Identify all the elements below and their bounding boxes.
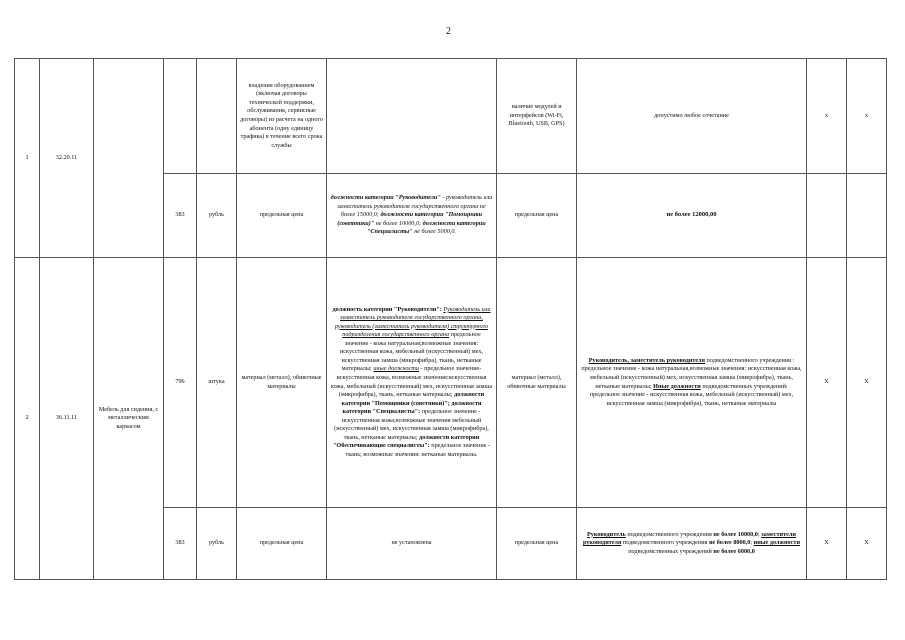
- unit-name: рубль: [197, 508, 237, 580]
- req-label: должности категории "Обеспечивающие специалисты":: [332, 433, 480, 450]
- x-cell: x: [847, 59, 887, 174]
- val-amount: не более 10000,0: [713, 530, 758, 538]
- req-text: не более 10000,0;: [374, 219, 422, 227]
- value-cell: не более 12000,00: [577, 174, 807, 258]
- okpd-code: 32.20.11: [40, 59, 94, 258]
- val-label: Иные должности: [653, 382, 701, 390]
- req-italic: иные должности: [373, 365, 419, 373]
- value-cell: допустимо любое сочетание: [577, 59, 807, 174]
- req-text: не более 5000,0.: [412, 228, 456, 236]
- req-underlined: Руководитель или заместитель руководителя государственного органа, руководитель (заместитель руководителя) структурного подразделения государственного органа: [334, 305, 491, 339]
- okei-code: 383: [164, 174, 197, 258]
- val-text: подведомственного учреждения : предельное значение - кожа натуральная,возможные значения: искусственная кожа, мебельный (искусственный) мех, искусственная замша (микрофибра), ткань, нетканые материалы;: [581, 356, 802, 390]
- value-cell: Руководитель подведомственного учреждения не более 10000,0; заместители руководителя подведомственного учреждения не более 8000,0; иные должности подведомственных учреждений не более 6000,0: [577, 508, 807, 580]
- x-cell: x: [807, 59, 847, 174]
- x-cell: X: [847, 258, 887, 508]
- table-row: [15, 59, 887, 174]
- val-label: иные должности: [753, 539, 801, 547]
- x-cell: [847, 174, 887, 258]
- okei-code: 796: [164, 258, 197, 508]
- item-name: [94, 59, 164, 258]
- val-label: Руководитель, заместитель руководителя: [588, 356, 705, 364]
- x-cell: X: [807, 258, 847, 508]
- characteristic-cell: владения оборудованием (включая договоры технической поддержки, обслуживания, сервисные договоры) из расчета на одного абонента (одну единицу трафика) в течение всего срока службы: [237, 59, 327, 174]
- req-text: предельное значение - кожа натуральная;возможные значения: искусственная кожа, мебельный (искусственный) мех, искусственная замша (микрофибра), ткань, нетканые материалы;: [340, 331, 483, 373]
- val-text: подведомственных учреждений: предельное значение - искусственная кожа, мебельный (искусственный) мех, искусственная замша (микрофибра), ткань, нетканые материалы: [589, 382, 794, 407]
- requirement-cell: не установлена: [327, 508, 497, 580]
- req-text: предельное значение - искусственная кожа;возможные значения мебельный (искусственный) мех, искусственная замша (микрофибра), ткань, нетканые материалы;: [334, 408, 489, 441]
- value-cell: [577, 258, 807, 508]
- req-label: должность категории "Руководители":: [332, 305, 442, 313]
- unit-name: штука: [197, 258, 237, 508]
- x-cell: [807, 174, 847, 258]
- requirement-cell: [327, 258, 497, 508]
- row-number: 1: [15, 59, 40, 258]
- x-cell: X: [847, 508, 887, 580]
- okei-code: [164, 59, 197, 174]
- characteristic-2-cell: предельная цена: [497, 174, 577, 258]
- requirement-cell: [327, 59, 497, 174]
- characteristic-cell: предельная цена: [237, 174, 327, 258]
- item-name: Мебель для сидения, с металлическим каркасом: [94, 258, 164, 580]
- val-label: заместители руководителя: [582, 530, 796, 547]
- val-amount: не более 8000,0: [708, 539, 751, 547]
- req-label: должности категории "Специалисты": [367, 219, 486, 236]
- characteristic-2-cell: материал (металл), обивочные материалы: [497, 258, 577, 508]
- val-label: Руководитель: [587, 530, 626, 538]
- requirements-table: [14, 58, 887, 580]
- req-text: - предельное значение-искусственная кожа, возможные значения:искусственная кожа, мебельный (искусственный) мех, искусственная замша (микрофибра), ткань, нетканые материалы;: [330, 365, 493, 399]
- characteristic-2-cell: предельная цена: [497, 508, 577, 580]
- val-text: подведомственного учреждения: [625, 530, 714, 538]
- val-text: подведомственного учреждения: [621, 539, 709, 547]
- requirement-cell: [327, 174, 497, 258]
- req-label: должности категории "Помощники (советники)"; должности категории "Специалисты":: [341, 391, 485, 416]
- x-cell: X: [807, 508, 847, 580]
- okpd-code: 36.11.11: [40, 258, 94, 580]
- req-label: должности категории "Помощники (советники)": [337, 211, 483, 227]
- req-label: должности категории "Руководители": [330, 194, 441, 202]
- page-number: 2: [446, 26, 451, 37]
- characteristic-cell: предельная цена: [237, 508, 327, 580]
- characteristic-2-cell: наличие модулей и интерфейсов (Wi-Fi, Bluetooth, USB, GPS): [497, 59, 577, 174]
- row-number: 2: [15, 258, 40, 580]
- okei-code: 383: [164, 508, 197, 580]
- characteristic-cell: материал (металл), обивочные материалы: [237, 258, 327, 508]
- unit-name: рубль: [197, 174, 237, 258]
- val-amount: не более 6000,0: [713, 547, 755, 555]
- unit-name: [197, 59, 237, 174]
- req-text: предельное значение - ткань; возможные значения: нетканые материалы.: [345, 442, 491, 458]
- val-text: подведомственных учреждений: [628, 547, 714, 555]
- table-row: [15, 258, 887, 508]
- req-text: - руководитель или заместитель руководителя государственного органа не более 15000,0;: [337, 194, 493, 219]
